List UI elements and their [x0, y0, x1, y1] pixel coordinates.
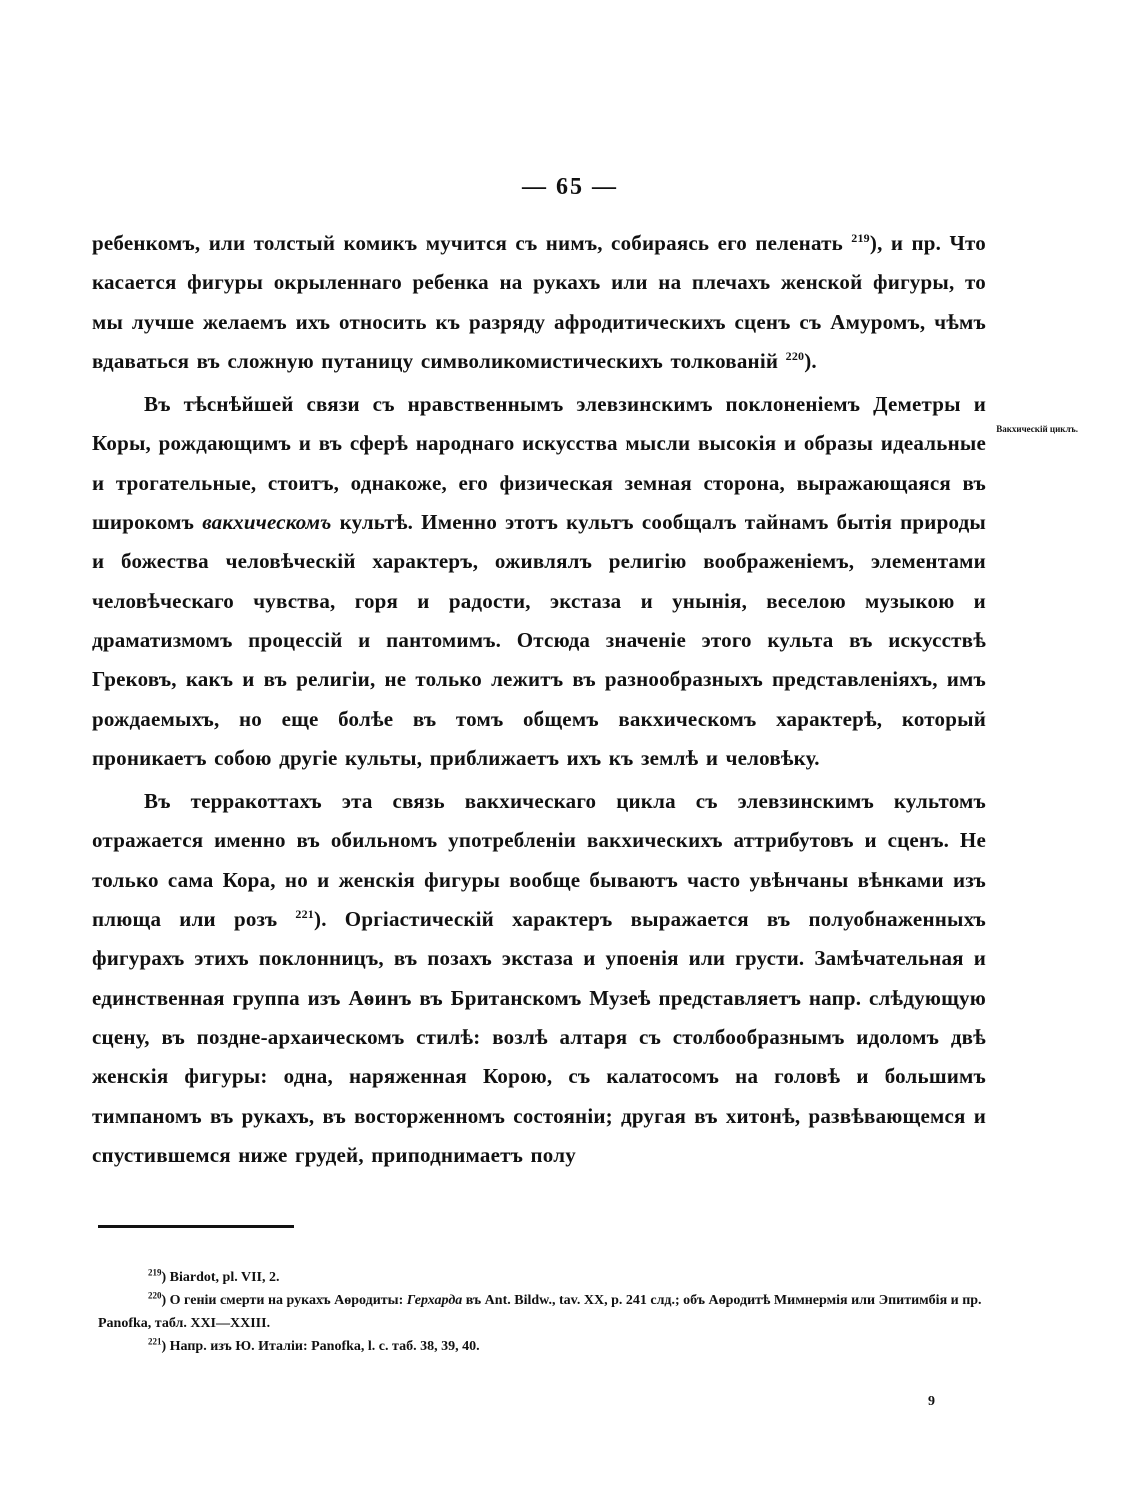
paragraph-1-text-c: ). [804, 348, 817, 373]
paragraph-1-text-b: ), и пр. Что касается фигуры окрыленнаго ребенка на рукахъ или на плечахъ женской фигуры, то мы лучше желаемъ ихъ относить къ разряду афродитическихъ сценъ съ Амуромъ, чѣмъ вдаваться въ сложную путаницу символикомистическихъ толкованій [92, 231, 986, 373]
footnote-mark: 220 [148, 1290, 162, 1301]
body-text [92, 224, 986, 1175]
footnote-divider [98, 1225, 294, 1228]
footnote-219 [98, 1266, 1000, 1289]
paragraph-3 [92, 782, 986, 1175]
emphasis-word: вакхическомъ [202, 510, 332, 535]
paragraph-3-text-b: ). Оргіастическій характеръ выражается въ полуобнаженныхъ фигурахъ этихъ поклонницъ, въ позахъ экстаза и упоенія или грусти. Замѣчательная и единственная группа изъ Аѳинъ въ Британскомъ Музеѣ представляетъ напр. слѣдующую сцену, въ поздне-архаическомъ стилѣ: возлѣ алтаря съ столбообразнымъ идоломъ двѣ женскія фигуры: одна, наряженная Корою, съ калатосомъ на головѣ и большимъ тимпаномъ въ рукахъ, въ восторженномъ состояніи; другая въ хитонѣ, развѣвающемся и спустившемся ниже грудей, приподнимаетъ полу [92, 907, 986, 1167]
paragraph-2 [92, 385, 986, 778]
page-number: — 65 — [522, 174, 618, 200]
footnote-mark: 221 [148, 1336, 162, 1347]
footnote-220 [98, 1289, 1000, 1335]
paragraph-2-text-b: культѣ. Именно этотъ культъ сообщалъ тайнамъ бытія природы и божества человѣческій характеръ, оживлялъ религію воображеніемъ, элементами человѣческаго чувства, горя и радости, экстаза и унынія, веселою музыкою и драматизмомъ процессій и пантомимъ. Отсюда значеніе этого культа въ искусствѣ Грековъ, какъ и въ религіи, не только лежитъ въ разнообразныхъ представленіяхъ, имъ рождаемыхъ, но еще болѣе въ томъ общемъ вакхическомъ характерѣ, который проникаетъ собою другіе культы, приближаетъ ихъ къ землѣ и человѣку. [92, 510, 987, 770]
footnote-text: ) Напр. изъ Ю. Италіи: Panofka, l. c. таб. 38, 39, 40. [161, 1339, 480, 1354]
footnote-221 [98, 1335, 1000, 1358]
paragraph-3-text-a: Въ терракоттахъ эта связь вакхическаго цикла съ элевзинскимъ культомъ отражается именно въ обильномъ употребленіи вакхическихъ аттрибутовъ и сценъ. Не только сама Кора, но и женскія фигуры вообще бываютъ часто увѣнчаны вѣнками изъ плюща или розъ [92, 789, 986, 932]
footnote-ref-219: 219 [851, 231, 870, 245]
footnote-text: въ Ant. Bildw., tav. XX, p. 241 слд.; объ Аѳродитѣ Мимнермія или Эпитимбія и пр. Panofka, табл. XXI—XXIII. [98, 1293, 982, 1331]
signature-mark: 9 [928, 1394, 935, 1409]
footnote-ref-220: 220 [785, 348, 805, 363]
footnote-text: ) О геніи смерти на рукахъ Аѳродиты: [161, 1293, 404, 1308]
footnotes [98, 1266, 1000, 1358]
footnote-ref-221: 221 [295, 907, 315, 922]
footnote-mark: 219 [148, 1267, 162, 1278]
margin-note: Вакхическій циклъ. [996, 424, 1078, 434]
paragraph-2-text-a: Въ тѣснѣйшей связи съ нравственнымъ элевзинскимъ поклоненіемъ Деметры и Коры, рождающимъ и въ сферѣ народнаго искусства мысли высокія и образы идеальные и трогательные, стоитъ, однакоже, его физическая земная сторона, выражающаяся въ широкомъ [92, 392, 986, 535]
paragraph-1-text-a: ребенкомъ, или толстый комикъ мучится съ нимъ, собираясь его пеленать [92, 231, 843, 255]
paragraph-1 [92, 224, 986, 381]
footnote-text: ) Biardot, pl. VII, 2. [161, 1270, 280, 1285]
footnote-emphasis: Герхарда [406, 1293, 463, 1308]
